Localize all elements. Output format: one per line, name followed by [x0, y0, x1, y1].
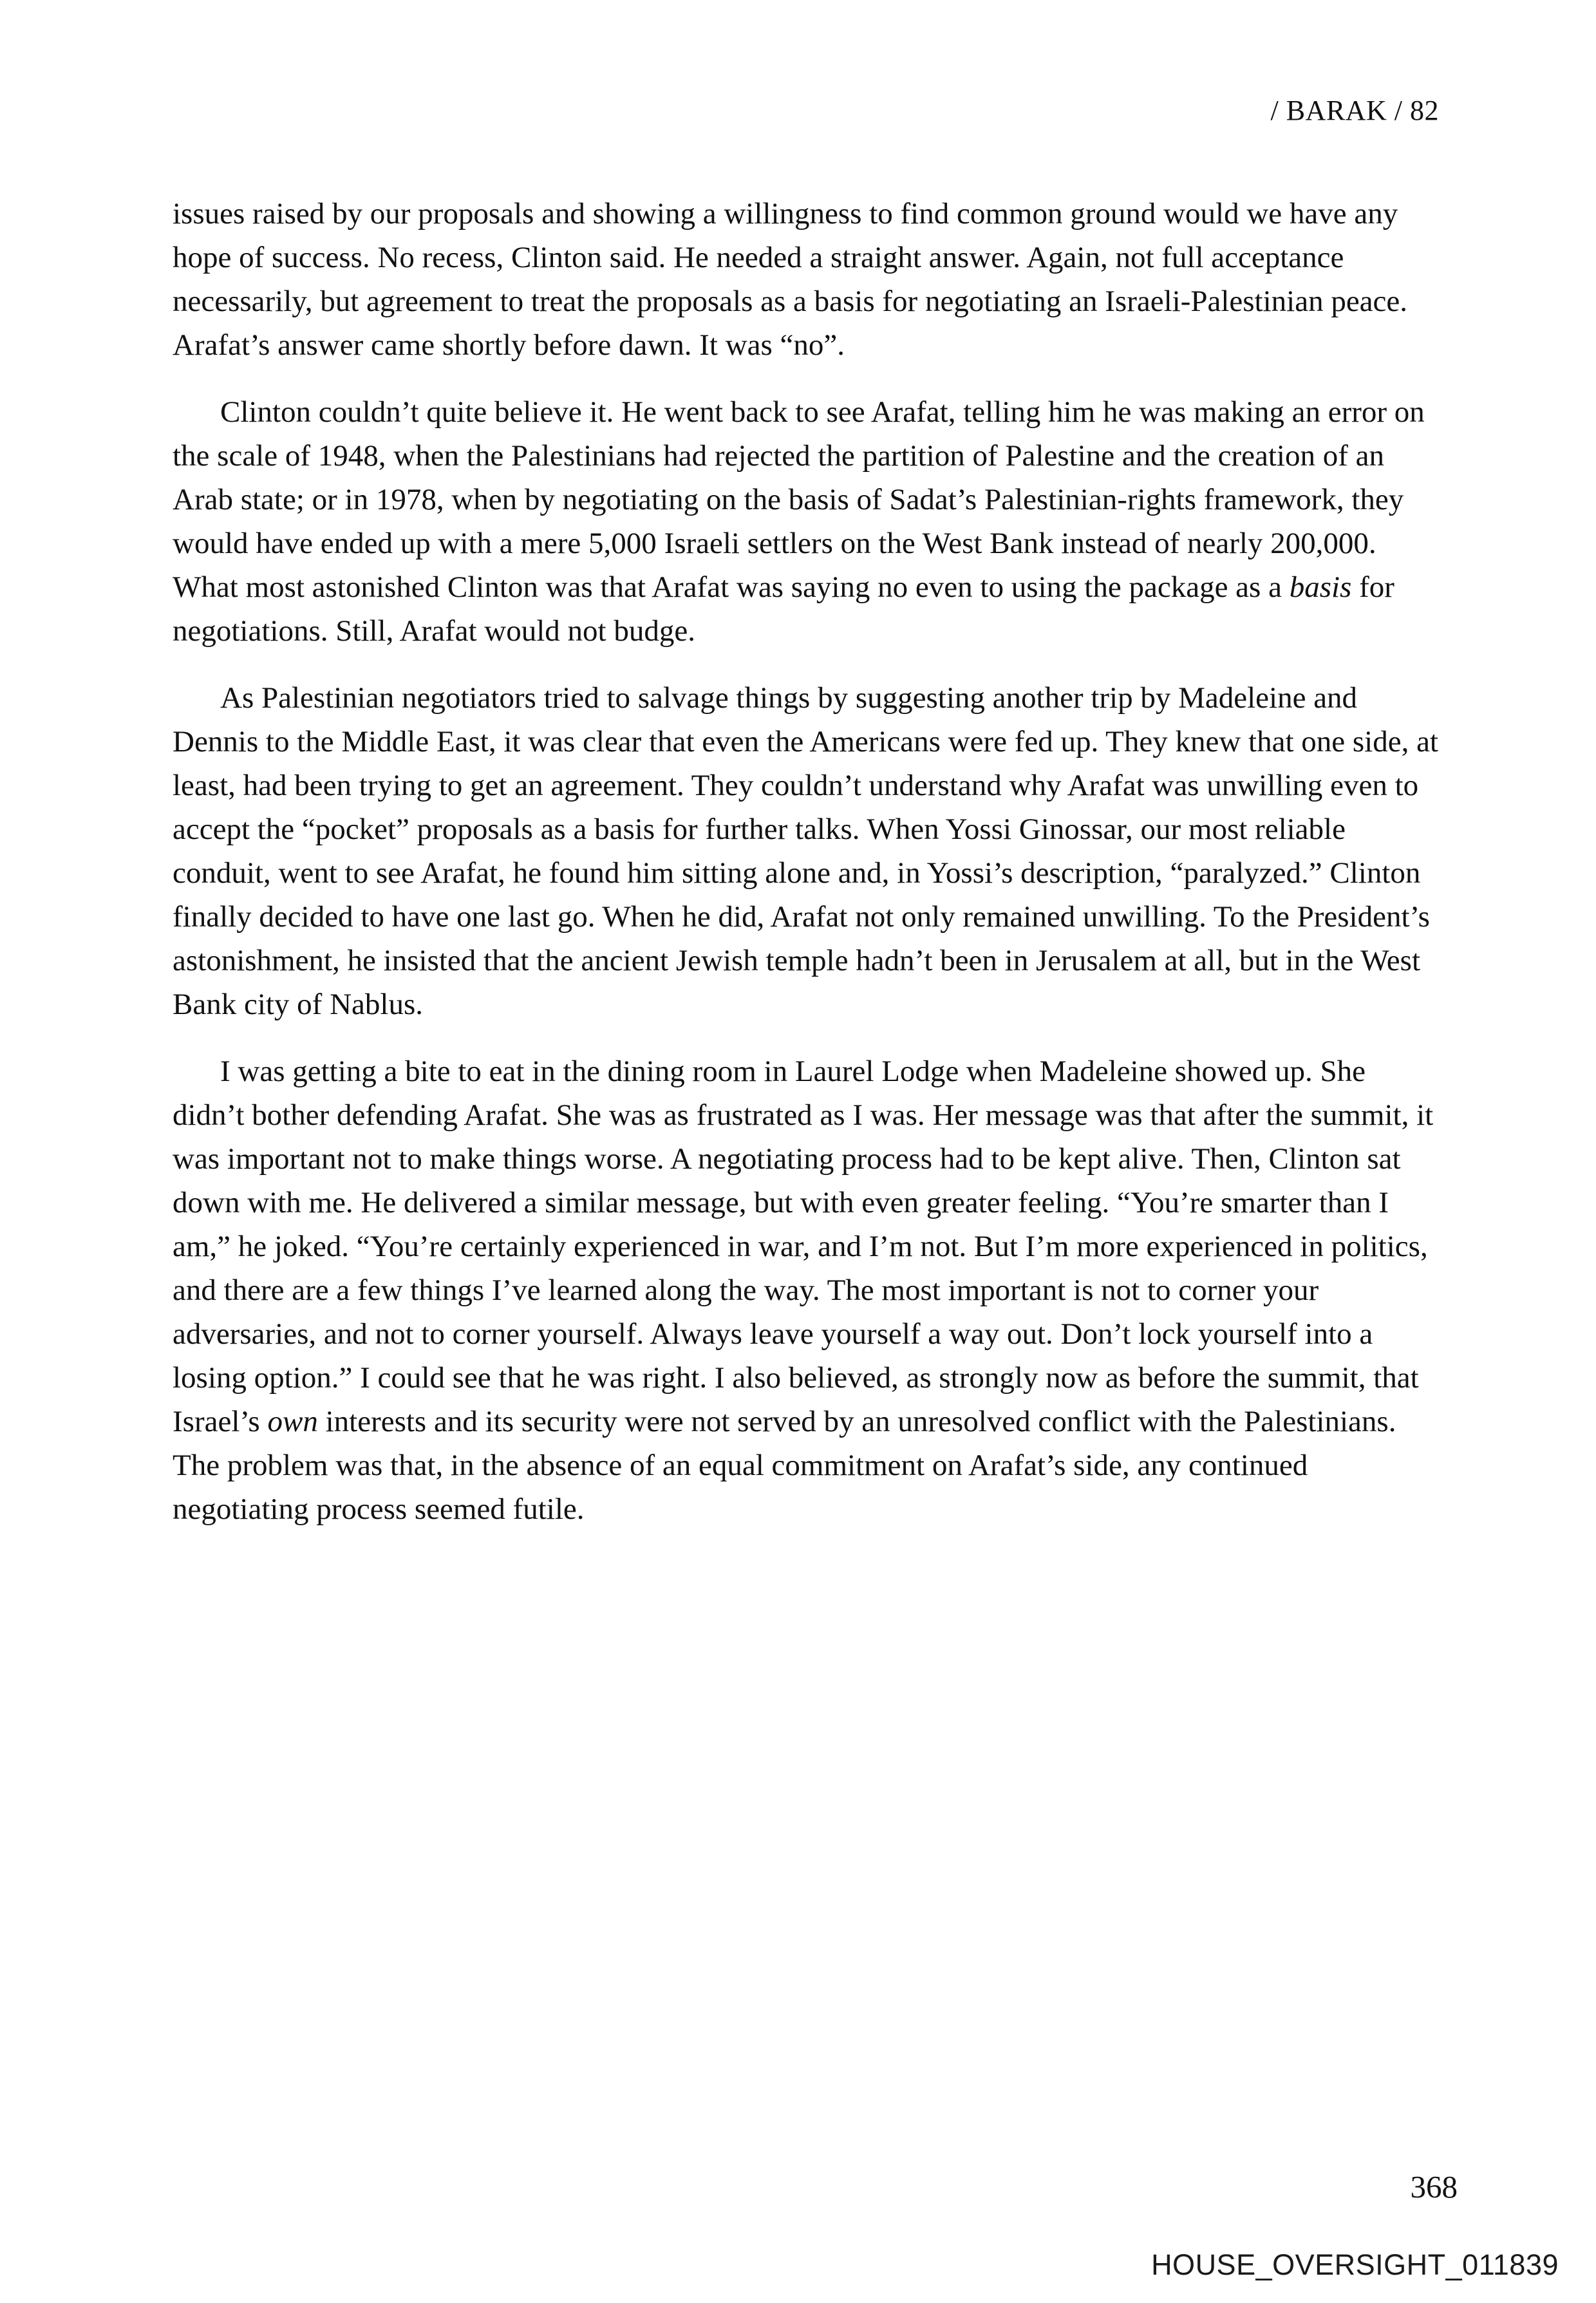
text-segment: As Palestinian negotiators tried to salvage things by suggesting another trip by Madeleine and Dennis to the Middle East, it was clear that even the Americans were fed up. They knew that one side, at least, had been trying to get an agreement. They couldn’t understand why Arafat was unwilling even to accept the “pocket” proposals as a basis for further talks. When Yossi Ginossar, our most reliable conduit, went to see Arafat, he found him sitting alone and, in Yossi’s description, “paralyzed.” Clinton finally decided to have one last go. When he did, Arafat not only remained unwilling. To the President’s astonishment, he insisted that the ancient Jewish temple hadn’t been in Jerusalem at all, but in the West Bank city of Nablus.	[173, 681, 1438, 1021]
paragraph	[173, 1049, 1442, 1531]
text-segment: for negotiations. Still, Arafat would not budge.	[173, 570, 1394, 648]
page-number: 368	[1410, 2169, 1458, 2204]
page-header: / BARAK / 82	[1270, 95, 1439, 126]
italic-text-segment: basis	[1289, 570, 1352, 604]
text-segment: issues raised by our proposals and showing a willingness to find common ground would we have any hope of success. No recess, Clinton said. He needed a straight answer. Again, not full acceptance necessarily, but agreement to treat the proposals as a basis for negotiating an Israeli-Palestinian peace. Arafat’s answer came shortly before dawn. It was “no”.	[173, 197, 1408, 362]
text-segment: Clinton couldn’t quite believe it. He went back to see Arafat, telling him he was making an error on the scale of 1948, when the Palestinians had rejected the partition of Palestine and the creation of an Arab state; or in 1978, when by negotiating on the basis of Sadat’s Palestinian-rights framework, they would have ended up with a mere 5,000 Israeli settlers on the West Bank instead of nearly 200,000. What most astonished Clinton was that Arafat was saying no even to using the package as a	[173, 395, 1425, 604]
text-segment: interests and its security were not served by an unresolved conflict with the Palestinians. The problem was that, in the absence of an equal commitment on Arafat’s side, any continued negotiating process seemed futile.	[173, 1405, 1396, 1526]
text-segment: I was getting a bite to eat in the dining room in Laurel Lodge when Madeleine showed up. She didn’t bother defending Arafat. She was as frustrated as I was. Her message was that after the summit, it was important not to make things worse. A negotiating process had to be kept alive. Then, Clinton sat down with me. He delivered a similar message, but with even greater feeling. “You’re smarter than I am,” he joked. “You’re certainly experienced in war, and I’m not. But I’m more experienced in politics, and there are a few things I’ve learned along the way. The most important is not to corner your adversaries, and not to corner yourself. Always leave yourself a way out. Don’t lock yourself into a losing option.” I could see that he was right. I also believed, as strongly now as before the summit, that Israel’s	[173, 1055, 1434, 1438]
paragraph	[173, 192, 1442, 367]
italic-text-segment: own	[267, 1405, 318, 1438]
document-body	[173, 192, 1442, 1554]
paragraph	[173, 676, 1442, 1026]
paragraph	[173, 390, 1442, 653]
bates-stamp: HOUSE_OVERSIGHT_011839	[1151, 2248, 1559, 2281]
